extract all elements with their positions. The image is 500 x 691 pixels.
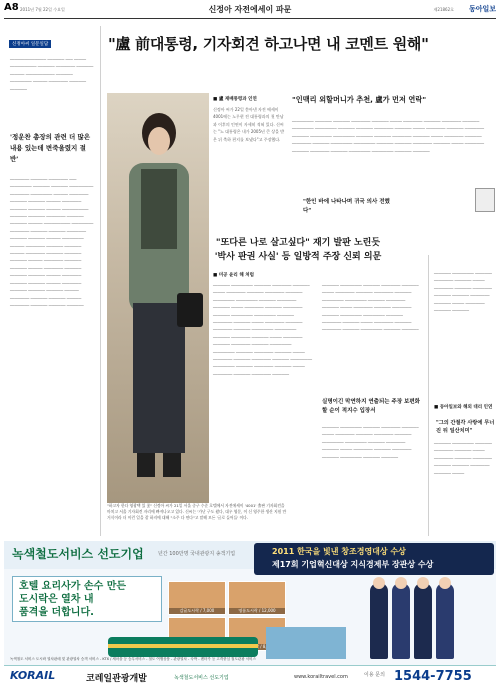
staff-figure	[370, 583, 388, 659]
subheadline: "그의 간절각 사랑에 무너진 뒤 일산치미"	[436, 420, 495, 434]
staff-head	[395, 577, 407, 589]
photo-caption: "하고자 한다 영광택 있 꽃" 신정아 씨가 21일 서울 중구 수준 호텔에서 자전에세이 '4001' 출판 기자회견을 마치고 서울 기자회견 자리에 빠져나오고 있다. 신씨는 '가난 구도 왔다, 대우 영문, 이 신 영주한 생산 지원 만 거식이라 더 이런 일을 잘 하지에 대해 "소주 다 연다"고 말해 모든 '글로 들어들' 이다.	[107, 503, 287, 520]
slogan-line3: 품격을 더합니다.	[19, 607, 94, 618]
staff-head	[417, 577, 429, 589]
second-headline	[108, 236, 488, 264]
train-stripe	[108, 644, 258, 648]
staff-head	[373, 577, 385, 589]
article-body: ─────── ───────── ─────── ──────── ─────── ───── ──────── ─────── ──────── ─────── ─────── ──────── ─────── ─────	[434, 441, 492, 476]
ad-bottom-bar	[4, 665, 496, 687]
staff-figure	[392, 583, 410, 659]
article-body: ─────── ───────── ─────── ──────── ─────── ───── ──────── ─────── ──────── ─────── ───────── ───────── ─────── ──────── ─────── ───── ──────── ─────── ──────── ─────── ───────── ───────── ─────── ──────── ─────── ───── ──────── ─────── ──────── ─────── ───────── ─────── ───────	[322, 283, 419, 333]
person-photo-illustration	[107, 93, 209, 503]
article-body: 신정아 씨가 22일 쏟아낸 자전 에세이 4001에는 노무현 전 대통령과의 첫 만남과 이후의 인연이 자세히 적혀 있다. 신씨는 "노 대통령은 내가 2005년 큰 상을 받은 뒤 축하 편지를 보냈다"고 주장했다.	[213, 107, 285, 142]
column-divider	[428, 255, 429, 536]
sidebar-headline: '정운찬 총장의 관련 더 많은 내용 있는데 변죽울렸지 절반'	[10, 133, 91, 163]
article-body: ─────── ───────── ─────── ──────── ─────── ───── ──────── ─────── ──────── ─────── ───────── ───────── ─────── ──────── ─────── ───── ──────── ─────── ──────── ─────── ───────── ───────── ─────── ──────── ─────── ───── ──────── ─────── ──────── ─────── ───────── ───────── ─────── ──────── ─────── ───── ──────── ─────── ──────── ─────── ───────── ───────── ─────── ──────── ─────── ───── ──────── ─────── ──────── ─────── ───────── ───────── ─────── ──────── ─────── ───── ──────── ─────── ──────── ───────	[213, 283, 313, 377]
news-photo	[107, 93, 209, 503]
hotel-image	[266, 627, 346, 659]
header-rule	[4, 18, 496, 19]
section-head: ■ 미공 윤리 해 처럼	[213, 273, 254, 278]
ad-title: 녹색철도서비스 선도기업	[12, 547, 144, 561]
ad-title-sub: 년간 100만명 국내관광지 송객기업	[158, 551, 236, 557]
company-sub: 녹색철도서비스 선도기업	[174, 675, 229, 681]
staff-group-image	[370, 577, 460, 657]
award-banner	[254, 543, 494, 575]
mugshot	[475, 188, 495, 212]
issue-number: 제21862호	[433, 7, 454, 12]
page-number: A8	[4, 2, 19, 13]
subheadline: "인맥리 외할머니가 추천, 盧가 먼저 연락"	[292, 95, 427, 104]
sidebar-tag: 신정아씨 일문일답	[9, 40, 51, 48]
award-line1: 2011 한국을 빛낸 창조경영대상 수상	[272, 547, 406, 556]
ad-url[interactable]: www.korailtravel.com	[294, 674, 348, 680]
column-divider	[100, 26, 101, 536]
slogan-line2: 도시락은 열차 내	[19, 594, 94, 605]
sidebar-body: ──────── ─────── ──────── ─── ───────── ─────── ─────── ────────── ──────── ───────── ────── ──────── ─────── ─────── ────── ──────── ─────── ─────── ────── ─────────── ─────── ─────── ──────── ─────── ─────── ────── ─────────── ───────── ──────── ─────── ─────── ──────── ─────── ─────── ────── ───────── ────── ──────── ─────── ─────── ────── ──────── ─────── ─────── ─────── ────── ──────── ─────── ─────── ────── ──────── ─────── ─────── ─────── ────── ──────── ─────── ─────── ────── ──────── ─────── ─────── ─────── ────── ──────── ─────── ─────── ────── ──────── ─────── ─────── ───────	[10, 177, 94, 308]
food-card	[168, 581, 226, 615]
train-image	[108, 637, 258, 657]
food-label: 감귤도시락 / 7,000	[169, 608, 225, 614]
food-label: /	[229, 644, 285, 650]
staff-head	[439, 577, 451, 589]
section-head: ■ 동아일보와 해외 대리 인연	[434, 405, 493, 410]
main-headline: "盧 前대통령, 기자회견 하고나면 내 코멘트 원해"	[108, 35, 429, 53]
food-card	[228, 581, 286, 615]
phone-label: 이용 문의	[364, 672, 385, 678]
quote-box: "한인 바에 나타나며 귀국 의사 전했다"	[303, 199, 390, 214]
date: 2011년 7월 22일 수요일	[20, 7, 65, 12]
article-body: ─────── ───────── ─────── ──────── ─────── ───── ──────── ─────── ──────── ─────── ───────── ───────── ─────── ──────── ─────── ───── ──────── ─────── ──────── ─────── ───────── ─────── ───────	[322, 425, 419, 460]
second-headline-line1: "또다른 나로 살고싶다" 재기 발판 노린듯	[215, 238, 381, 248]
article-body: ─────── ───────── ─────── ──────── ─────── ───── ──────── ─────── ──────── ─────── ─────── ──────── ─────── ───── ──────── ─────── ───────	[434, 271, 492, 314]
section-title: 신정아 자전에세이 파문	[208, 5, 292, 14]
staff-figure	[414, 583, 432, 659]
advertisement[interactable]	[4, 541, 496, 687]
phone-number[interactable]: 1544-7755	[394, 669, 472, 684]
article-body: ───────── ─────── ─────── ──────── ─────── ───── ──────── ─────── ──────── ─────── ───────── ───────── ─────── ─────── ──────── ─────── ───── ──────── ─────── ──────── ─────── ───────── ───────── ─────── ─────── ──────── ─────── ───── ──────── ─────── ──────── ─────── ───────── ───────── ─────── ─────── ──────── ─────── ───── ──────── ─────── ──────── ─────── ───────── ───────── ─────── ───────	[292, 119, 485, 154]
food-label: 명품도시락 / 12,000	[229, 608, 285, 614]
slogan	[19, 580, 126, 619]
newspaper-logo: 동아일보	[468, 5, 496, 13]
korail-logo: KORAIL	[10, 669, 56, 682]
page-header	[0, 0, 500, 20]
slogan-box	[12, 576, 162, 622]
section-head: ■ 盧 재배통령과 인연	[213, 97, 257, 102]
ad-fineprint: 녹색철도 서비스 도시락 열차판매 및 관광열차 승객 서비스 - KTX / 새마을 등 승무서비스 - 철도 여행상품 - 관광열차 - 숙박 - 렌터카 등 고객중심 철도관광 서비스	[10, 657, 256, 661]
award-line2: 제17회 기업혁신대상 지식경제부 장관상 수상	[272, 560, 434, 569]
slogan-line1: 호텔 요리사가 손수 만든	[19, 581, 127, 592]
sidebar-text: ─────────────── ─────── ─── ───── ─────────── ─────── ──────── ─────── ────── ──────────── ─────── ───────── ────── ──────── ─────── ───────	[10, 57, 94, 92]
second-headline-line2: '박사 판권 사실' 등 일방적 주장 신뢰 의문	[214, 252, 382, 262]
subheadline: 실명이긴 막연하지 연출되는 주장 보편화할 순이 적지수 입장서	[322, 399, 420, 414]
company-name: 코레일관광개발	[86, 674, 147, 684]
staff-figure	[436, 583, 454, 659]
